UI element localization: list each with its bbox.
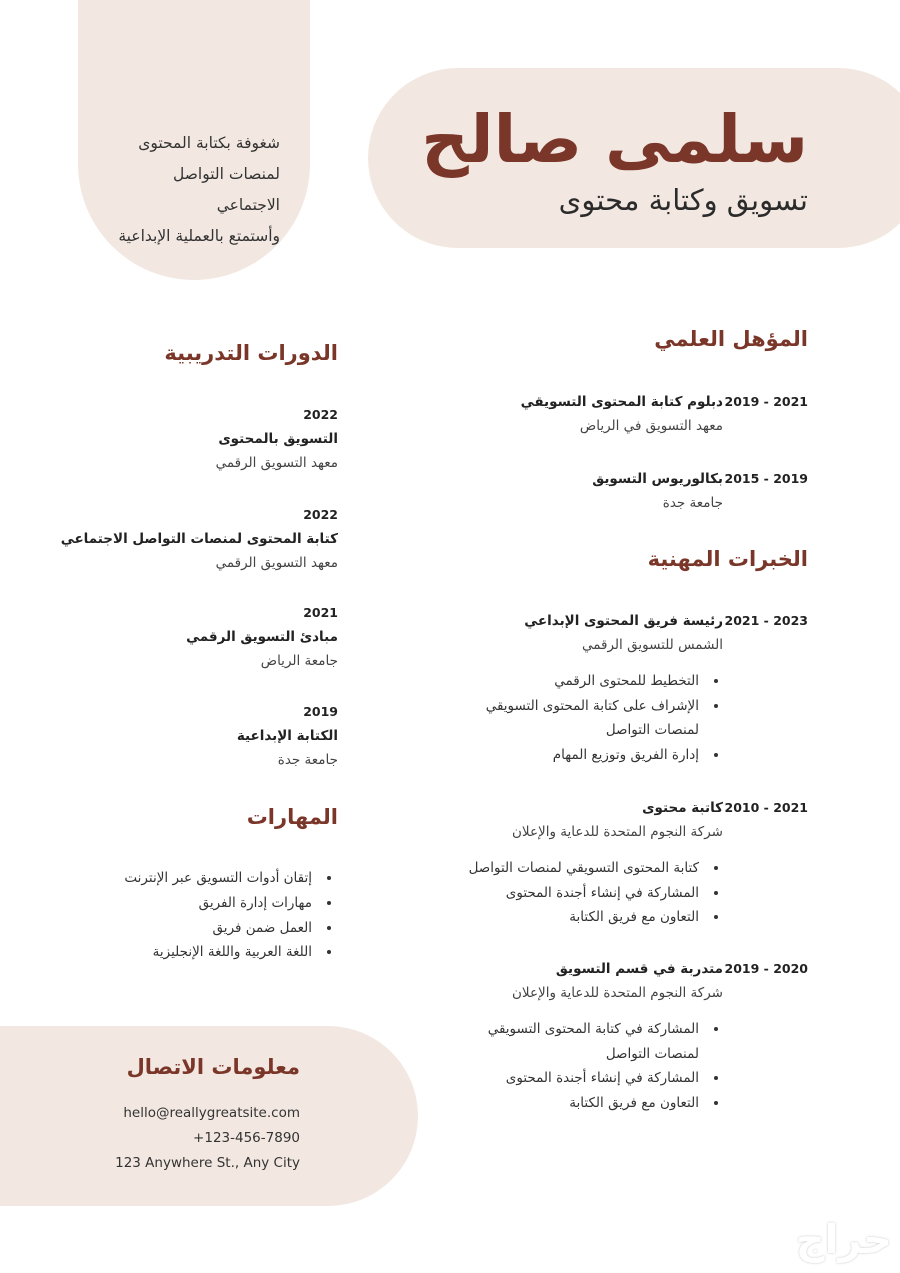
bullet-item: • إدارة الفريق وتوزيع المهام: [478, 743, 703, 768]
course-item: [38, 503, 338, 575]
course-item: [38, 403, 338, 475]
education-years: 2015 - 2019: [724, 471, 808, 486]
contact-phone[interactable]: +123-456-7890: [193, 1130, 300, 1146]
contact-title: معلومات الاتصال: [126, 1055, 300, 1079]
bullet-item: • التعاون مع فريق الكتابة: [478, 1091, 703, 1116]
course-year: 2022: [303, 407, 338, 422]
bullet-item: • كتابة المحتوى التسويقي لمنصات التواصل: [388, 856, 703, 881]
education-degree: بكالوريوس التسويق: [592, 471, 723, 487]
education-item: [388, 390, 808, 438]
experience-bullets: [478, 1017, 723, 1115]
course-provider: معهد التسويق الرقمي: [215, 555, 338, 571]
experience-role: رئيسة فريق المحتوى الإبداعي: [524, 613, 723, 629]
tagline-line: لمنصات التواصل: [173, 165, 280, 183]
contact-details: [40, 1101, 300, 1176]
education-school: معهد التسويق في الرياض: [579, 418, 723, 434]
experience-company: الشمس للتسويق الرقمي: [581, 637, 723, 653]
skills-list: [0, 866, 338, 965]
job-title: تسويق وكتابة محتوى: [558, 183, 808, 217]
watermark-logo: حراج: [795, 1217, 892, 1263]
course-item: [38, 601, 338, 673]
course-provider: جامعة جدة: [277, 752, 338, 768]
course-name: مبادئ التسويق الرقمي: [186, 629, 338, 645]
course-year: 2021: [303, 605, 338, 620]
course-year: 2019: [303, 704, 338, 719]
education-school: جامعة جدة: [662, 495, 723, 511]
experience-bullets: [478, 669, 723, 767]
education-years: 2019 - 2021: [724, 394, 808, 409]
education-title: المؤهل العلمي: [654, 327, 808, 351]
tagline-line: شغوفة بكتابة المحتوى: [138, 134, 280, 152]
education-item: [388, 467, 808, 515]
experience-years: 2010 - 2021: [724, 800, 808, 815]
tagline-line: وأستمتع بالعملية الإبداعية: [118, 227, 280, 245]
course-name: التسويق بالمحتوى: [218, 431, 338, 447]
skills-title: المهارات: [246, 805, 338, 829]
bullet-item: • التخطيط للمحتوى الرقمي: [478, 669, 703, 694]
skill-item: • إتقان أدوات التسويق عبر الإنترنت: [0, 866, 316, 891]
education-degree: دبلوم كتابة المحتوى التسويقي: [520, 394, 723, 410]
skill-item: • العمل ضمن فريق: [0, 916, 316, 941]
bullet-item: • المشاركة في إنشاء أجندة المحتوى: [478, 1066, 703, 1091]
experience-title: الخبرات المهنية: [647, 547, 808, 571]
bullet-item: • الإشراف على كتابة المحتوى التسويقي لمنصات التواصل: [478, 694, 703, 743]
bullet-item: • المشاركة في كتابة المحتوى التسويقي لمنصات التواصل: [478, 1017, 703, 1066]
course-name: الكتابة الإبداعية: [236, 728, 338, 744]
course-year: 2022: [303, 507, 338, 522]
course-item: [38, 700, 338, 772]
courses-title: الدورات التدريبية: [164, 341, 338, 365]
bullet-item: • المشاركة في إنشاء أجندة المحتوى: [388, 881, 703, 906]
experience-company: شركة النجوم المتحدة للدعاية والإعلان: [511, 824, 723, 840]
tagline: [80, 128, 280, 252]
experience-role: متدربة في قسم التسويق: [555, 961, 723, 977]
skill-item: • اللغة العربية واللغة الإنجليزية: [0, 940, 316, 965]
course-provider: جامعة الرياض: [260, 653, 338, 669]
tagline-line: الاجتماعي: [216, 196, 280, 214]
experience-years: 2019 - 2020: [724, 961, 808, 976]
experience-item: [388, 957, 808, 1115]
experience-company: شركة النجوم المتحدة للدعاية والإعلان: [511, 985, 723, 1001]
experience-item: [388, 609, 808, 767]
skill-item: • مهارات إدارة الفريق: [0, 891, 316, 916]
experience-years: 2021 - 2023: [724, 613, 808, 628]
experience-item: [388, 796, 808, 930]
bullet-item: • التعاون مع فريق الكتابة: [388, 905, 703, 930]
experience-bullets: [388, 856, 723, 930]
course-provider: معهد التسويق الرقمي: [215, 455, 338, 471]
person-name: سلمى صالح: [421, 101, 808, 178]
contact-email[interactable]: hello@reallygreatsite.com: [123, 1105, 300, 1121]
course-name: كتابة المحتوى لمنصات التواصل الاجتماعي: [60, 531, 338, 547]
experience-role: كاتبة محتوى: [642, 800, 723, 816]
contact-address: 123 Anywhere St., Any City: [115, 1155, 300, 1171]
